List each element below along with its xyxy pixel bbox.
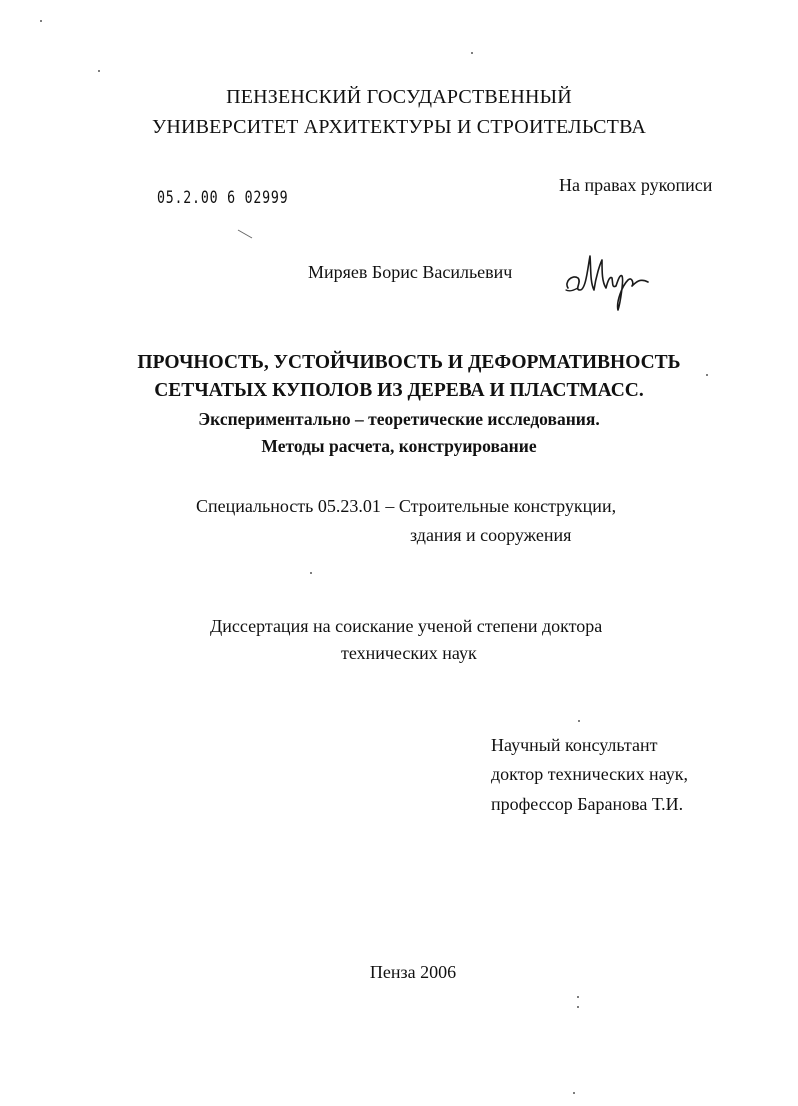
- scan-speck: [471, 52, 473, 54]
- scan-stroke: [236, 228, 256, 242]
- scan-speck: [706, 374, 708, 376]
- city-year: Пенза 2006: [369, 962, 457, 982]
- scan-speck: [310, 572, 312, 574]
- scan-speck: [98, 70, 100, 72]
- scan-speck: [578, 720, 580, 722]
- author-name: Миряев Борис Васильевич: [308, 262, 513, 282]
- consultant-line2: доктор технических наук,: [491, 764, 688, 784]
- consultant-line1: Научный консультант: [491, 735, 658, 755]
- scan-speck: [40, 20, 42, 22]
- specialty-line2: здания и сооружения: [410, 525, 572, 545]
- dissertation-subtitle-line2: Методы расчета, конструирование: [261, 436, 537, 456]
- degree-line1: Диссертация на соискание ученой степени доктора: [210, 616, 603, 636]
- university-name-line1: ПЕНЗЕНСКИЙ ГОСУДАРСТВЕННЫЙ: [226, 86, 572, 108]
- scan-speck: [573, 1092, 575, 1094]
- dissertation-subtitle-line1: Экспериментально – теоретические исследования.: [198, 409, 600, 429]
- degree-line2: технических наук: [341, 643, 477, 663]
- author-signature: [560, 246, 660, 314]
- dissertation-title-line1: ПРОЧНОСТЬ, УСТОЙЧИВОСТЬ И ДЕФОРМАТИВНОСТЬ: [137, 352, 681, 373]
- archive-number-stamp: 05.2.00 6 02999: [157, 188, 289, 208]
- consultant-line3: профессор Баранова Т.И.: [491, 794, 684, 814]
- scan-speck: [577, 996, 579, 998]
- manuscript-note: На правах рукописи: [559, 175, 713, 195]
- scan-speck: [577, 1006, 579, 1008]
- specialty-line1: Специальность 05.23.01 – Строительные конструкции,: [196, 496, 617, 516]
- university-name-line2: УНИВЕРСИТЕТ АРХИТЕКТУРЫ И СТРОИТЕЛЬСТВА: [151, 116, 646, 138]
- dissertation-title-line2: СЕТЧАТЫХ КУПОЛОВ ИЗ ДЕРЕВА И ПЛАСТМАСС.: [154, 380, 644, 401]
